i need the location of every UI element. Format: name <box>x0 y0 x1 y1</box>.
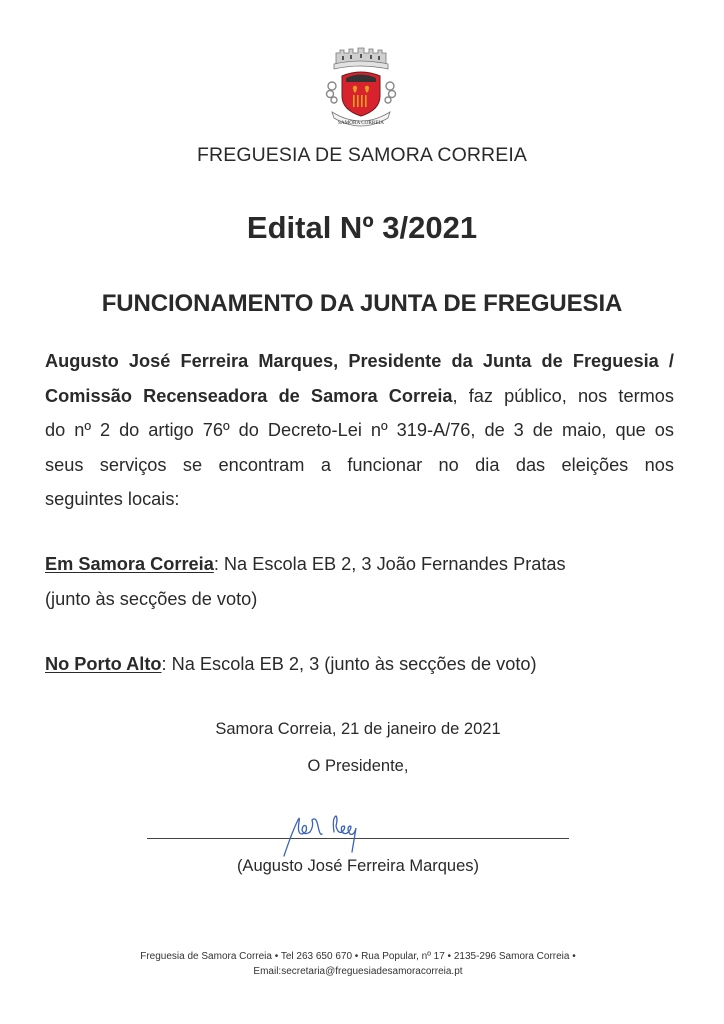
organization-name: FREGUESIA DE SAMORA CORREIA <box>197 144 527 166</box>
location-label: No Porto Alto <box>45 654 162 674</box>
location-detail: : Na Escola EB 2, 3 João Fernandes Pratas <box>213 554 566 574</box>
footer-email: Email:secretaria@freguesiadesamoracorreia.pt <box>253 966 463 977</box>
footer-address: Freguesia de Samora Correia • Tel 263 650 670 • Rua Popular, nº 17 • 2135-296 Samora Correia • <box>140 951 576 962</box>
place-and-date: Samora Correia, 21 de janeiro de 2021 <box>215 720 501 738</box>
signer-role: O Presidente, <box>307 757 409 775</box>
svg-text:SAMORA CORREIA: SAMORA CORREIA <box>338 120 384 126</box>
signature-icon <box>282 812 382 858</box>
location-note: (junto às secções de voto) <box>45 588 258 609</box>
edital-title: Edital Nº 3/2021 <box>246 210 478 245</box>
location-detail: : Na Escola EB 2, 3 (junto às secções de voto) <box>161 654 537 674</box>
paragraph-line: seguintes locais: <box>45 489 180 509</box>
paragraph-line: Augusto José Ferreira Marques, Presidente da Junta de Freguesia / <box>45 351 674 371</box>
location-samora-correia <box>45 547 685 616</box>
signer-name: (Augusto José Ferreira Marques) <box>236 857 480 875</box>
paragraph-line: Comissão Recenseadora de Samora Correia, faz público, nos termos <box>45 385 674 406</box>
coat-of-arms-icon <box>322 44 400 128</box>
footer-contact <box>0 949 716 979</box>
paragraph-line: seus serviços se encontram a funcionar no dia das eleições nos <box>45 454 674 475</box>
announcement-paragraph <box>45 344 674 517</box>
location-label: Em Samora Correia <box>45 554 214 574</box>
location-porto-alto <box>45 647 685 682</box>
paragraph-line: do nº 2 do artigo 76º do Decreto-Lei nº 319-A/76, de 3 de maio, que os <box>45 420 674 440</box>
edital-subject: FUNCIONAMENTO DA JUNTA DE FREGUESIA <box>101 290 623 317</box>
